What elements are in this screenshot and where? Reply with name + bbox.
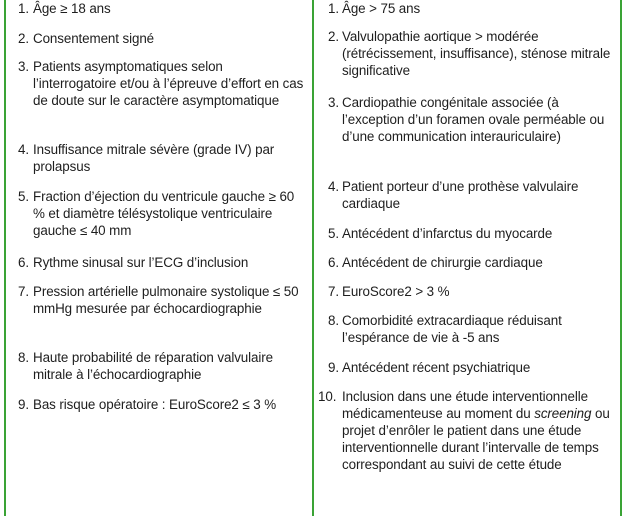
item-text: Comorbidité extracardiaque réduisant l’espérance de vie à -5 ans bbox=[342, 313, 562, 345]
item-number: 2. bbox=[328, 29, 339, 44]
list-item bbox=[18, 349, 306, 383]
item-text: Antécédent d’infarctus du myocarde bbox=[342, 226, 553, 241]
list-item bbox=[318, 388, 614, 473]
item-number: 4. bbox=[18, 142, 29, 157]
item-text: Cardiopathie congénitale associée (à l’exception d’un foramen ovale perméable ou d’une communication interauriculaire) bbox=[342, 95, 605, 144]
item-number: 3. bbox=[18, 59, 29, 74]
list-item bbox=[328, 283, 614, 300]
list-item bbox=[18, 58, 306, 109]
item-text: Patient porteur d’une prothèse valvulaire cardiaque bbox=[342, 179, 579, 211]
list-item bbox=[328, 254, 614, 271]
item-text: Âge ≥ 18 ans bbox=[33, 1, 111, 16]
item-number: 8. bbox=[328, 313, 339, 328]
item-number: 7. bbox=[18, 284, 29, 299]
list-item bbox=[18, 396, 306, 413]
table-border-left bbox=[4, 0, 6, 516]
item-number: 6. bbox=[18, 255, 29, 270]
item-number: 1. bbox=[18, 1, 29, 16]
list-item bbox=[18, 0, 306, 17]
list-item bbox=[328, 359, 614, 376]
item-number: 4. bbox=[328, 179, 339, 194]
item-text-italic: screening bbox=[534, 406, 592, 421]
table-border-middle bbox=[312, 0, 314, 516]
item-text-part: Inclusion dans une étude interventionnelle médicamenteuse au moment du bbox=[342, 389, 588, 421]
list-item bbox=[328, 0, 614, 17]
item-text: EuroScore2 > 3 % bbox=[342, 284, 450, 299]
item-number: 1. bbox=[328, 1, 339, 16]
item-text: Consentement signé bbox=[33, 31, 155, 46]
item-text: Patients asymptomatiques selon l’interrogatoire et/ou à l’épreuve d’effort en cas de doute sur le caractère asymptomatique bbox=[33, 59, 304, 108]
item-text: Âge > 75 ans bbox=[342, 1, 421, 16]
item-text: Antécédent récent psychiatrique bbox=[342, 360, 531, 375]
item-number: 9. bbox=[18, 397, 29, 412]
item-text: Rythme sinusal sur l’ECG d’inclusion bbox=[33, 255, 249, 270]
item-text: Antécédent de chirurgie cardiaque bbox=[342, 255, 543, 270]
item-number: 10. bbox=[318, 389, 337, 404]
list-item bbox=[18, 283, 306, 317]
list-item bbox=[18, 30, 306, 47]
item-text: Haute probabilité de réparation valvulaire mitrale à l’échocardiographie bbox=[33, 350, 273, 382]
item-number: 5. bbox=[328, 226, 339, 241]
item-text: Insuffisance mitrale sévère (grade IV) par prolapsus bbox=[33, 142, 275, 174]
item-number: 6. bbox=[328, 255, 339, 270]
list-item bbox=[328, 312, 614, 346]
list-item bbox=[18, 254, 306, 271]
item-text: Bas risque opératoire : EuroScore2 ≤ 3 % bbox=[33, 397, 277, 412]
list-item bbox=[328, 28, 614, 79]
item-number: 5. bbox=[18, 189, 29, 204]
item-text: Valvulopathie aortique > modérée (rétrécissement, insuffisance), sténose mitrale significative bbox=[342, 29, 611, 78]
item-text-part: ou projet d’enrôler le patient dans une étude interventionnelle durant l’intervalle de temps correspondant au suivi de cette étude bbox=[342, 406, 610, 472]
list-item bbox=[328, 94, 614, 145]
item-number: 3. bbox=[328, 95, 339, 110]
table-border-right bbox=[620, 0, 622, 516]
list-item bbox=[18, 188, 306, 239]
item-text bbox=[342, 388, 614, 473]
item-text: Pression artérielle pulmonaire systolique ≤ 50 mmHg mesurée par échocardiographie bbox=[33, 284, 299, 316]
item-number: 8. bbox=[18, 350, 29, 365]
list-item bbox=[328, 225, 614, 242]
item-text: Fraction d’éjection du ventricule gauche ≥ 60 % et diamètre télésystolique ventriculaire gauche ≤ 40 mm bbox=[33, 189, 295, 238]
item-number: 9. bbox=[328, 360, 339, 375]
item-number: 2. bbox=[18, 31, 29, 46]
list-item bbox=[328, 178, 614, 212]
list-item bbox=[18, 141, 306, 175]
item-number: 7. bbox=[328, 284, 339, 299]
